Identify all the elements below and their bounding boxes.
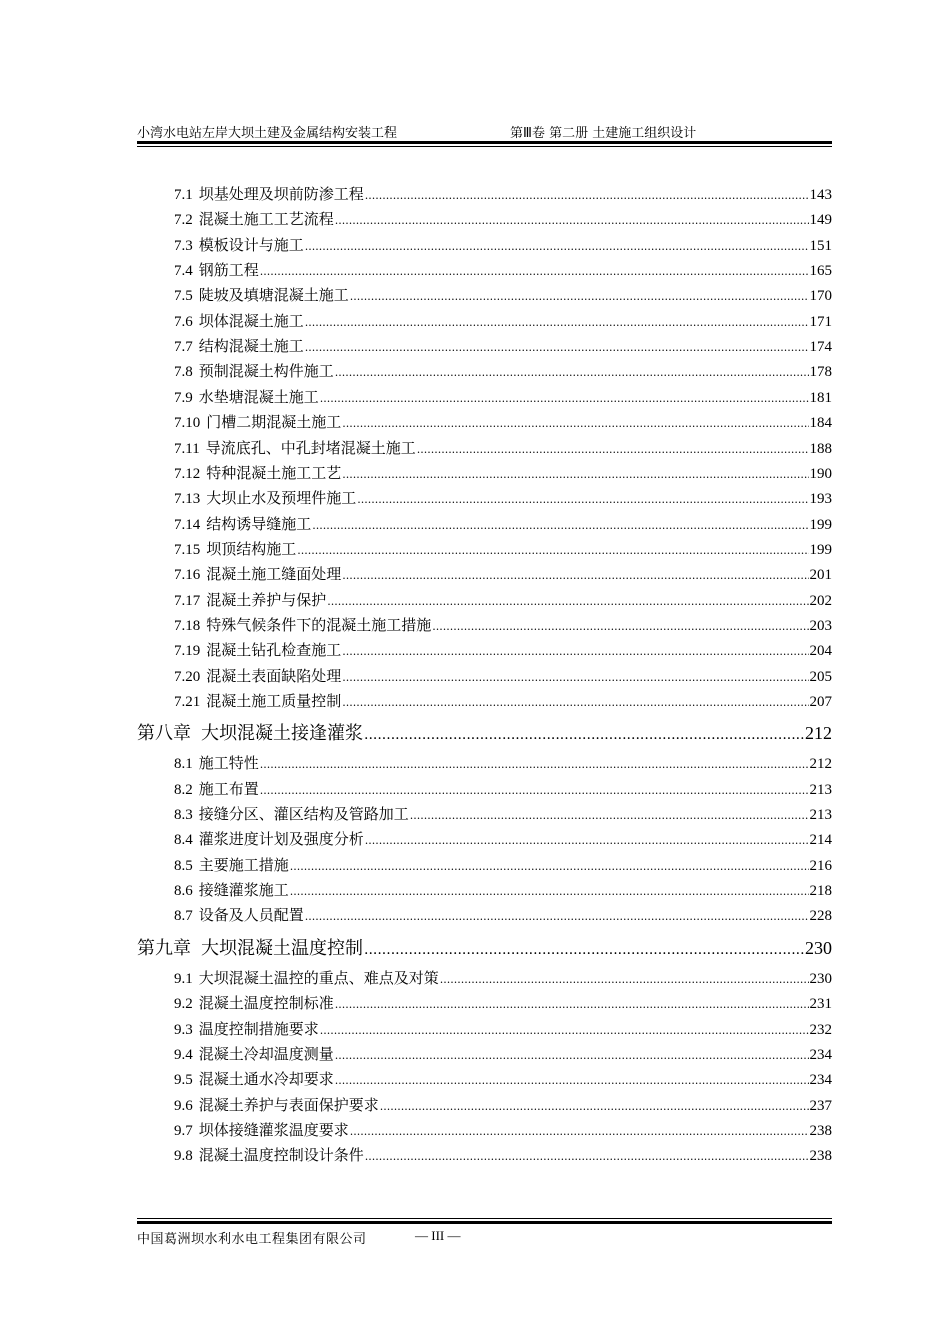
toc-dot-leader — [260, 780, 809, 798]
toc-dot-leader — [335, 362, 809, 380]
toc-dot-leader — [342, 667, 808, 685]
toc-entry-title: 钢筋工程 — [198, 261, 259, 280]
toc-section-entry[interactable] — [137, 360, 832, 380]
toc-entry-title: 坝体混凝土施工 — [198, 311, 304, 330]
toc-entry-page: 238 — [809, 1122, 832, 1139]
toc-entry-title: 混凝土通水冷却要求 — [198, 1070, 334, 1089]
toc-entry-number: 9.6 — [174, 1097, 193, 1114]
toc-section-entry[interactable] — [137, 803, 832, 823]
toc-section-entry[interactable] — [137, 563, 832, 583]
toc-entry-title: 灌浆进度计划及强度分析 — [198, 830, 364, 849]
toc-section-entry[interactable] — [137, 992, 832, 1012]
toc-section-entry[interactable] — [137, 386, 832, 406]
toc-section-entry[interactable] — [137, 259, 832, 279]
toc-entry-number: 8.3 — [174, 807, 193, 824]
toc-entry-title: 混凝土施工缝面处理 — [206, 565, 342, 584]
toc-entry-number: 7.10 — [174, 415, 201, 432]
toc-entry-page: 237 — [809, 1097, 832, 1114]
toc-entry-page: 143 — [809, 187, 832, 203]
header-volume-title: 第Ⅲ卷 第二册 土建施工组织设计 — [510, 126, 697, 141]
toc-entry-page: 203 — [809, 617, 832, 634]
toc-entry-number: 9.5 — [174, 1072, 193, 1089]
toc-entry-number: 9.3 — [174, 1021, 193, 1038]
toc-section-entry[interactable] — [137, 513, 832, 533]
toc-entry-title: 坝体接缝灌浆温度要求 — [198, 1120, 349, 1139]
toc-section-entry[interactable] — [137, 538, 832, 558]
toc-entry-number: 7.13 — [174, 491, 201, 508]
footer-company-name: 中国葛洲坝水利水电工程集团有限公司 — [137, 1232, 367, 1247]
header-rule-thick — [137, 141, 832, 144]
toc-entry-page: 201 — [809, 567, 832, 584]
toc-section-entry[interactable] — [137, 284, 832, 304]
toc-dot-leader — [290, 881, 809, 899]
toc-entry-number: 7.18 — [174, 617, 201, 634]
toc-entry-number: 第九章 — [137, 937, 191, 959]
toc-section-entry[interactable] — [137, 752, 832, 772]
toc-entry-page: 213 — [809, 781, 832, 798]
toc-entry-page: 199 — [809, 516, 832, 533]
toc-entry-title: 大坝混凝土温控的重点、难点及对策 — [198, 968, 439, 987]
toc-section-entry[interactable] — [137, 589, 832, 609]
toc-dot-leader — [327, 591, 808, 609]
toc-dot-leader — [290, 856, 809, 874]
toc-chapter-entry[interactable] — [137, 934, 832, 960]
toc-entry-page: 230 — [805, 937, 832, 958]
toc-dot-leader — [320, 1020, 809, 1038]
toc-section-entry[interactable] — [137, 411, 832, 431]
toc-dot-leader — [342, 464, 808, 482]
toc-entry-number: 7.20 — [174, 668, 201, 685]
toc-dot-leader — [440, 969, 809, 987]
toc-section-entry[interactable] — [137, 828, 832, 848]
toc-entry-page: 184 — [809, 415, 832, 432]
toc-entry-page: 207 — [809, 694, 832, 710]
toc-dot-leader — [365, 1146, 809, 1164]
toc-entry-number: 7.7 — [174, 339, 193, 356]
toc-dot-leader — [320, 388, 809, 406]
toc-entry-title: 水垫塘混凝土施工 — [198, 387, 319, 406]
toc-section-entry[interactable] — [137, 234, 832, 254]
toc-entry-title: 特殊气候条件下的混凝土施工措施 — [206, 615, 432, 634]
toc-entry-number: 7.17 — [174, 592, 201, 609]
toc-entry-page: 232 — [809, 1021, 832, 1038]
toc-entry-title: 混凝土表面缺陷处理 — [206, 666, 342, 685]
toc-entry-number: 8.1 — [174, 756, 193, 773]
toc-entry-title: 预制混凝土构件施工 — [198, 362, 334, 381]
toc-section-entry[interactable] — [137, 1043, 832, 1063]
toc-dot-leader — [305, 236, 809, 254]
toc-entry-title: 温度控制措施要求 — [198, 1019, 319, 1038]
toc-entry-number: 9.2 — [174, 996, 193, 1013]
toc-dot-leader — [357, 489, 808, 507]
toc-entry-title: 混凝土温度控制标准 — [198, 994, 334, 1013]
toc-entry-page: 234 — [809, 1072, 832, 1089]
toc-entry-number: 9.4 — [174, 1046, 193, 1063]
toc-section-entry[interactable] — [137, 665, 832, 685]
toc-entry-title: 陡坡及填塘混凝土施工 — [198, 286, 349, 305]
toc-entry-page: 204 — [809, 643, 832, 660]
toc-entry-number: 7.4 — [174, 263, 193, 280]
toc-entry-title: 混凝土钻孔检查施工 — [206, 641, 342, 660]
toc-entry-title: 接缝灌浆施工 — [198, 881, 289, 900]
toc-dot-leader — [305, 337, 809, 355]
toc-dot-leader — [260, 261, 809, 279]
toc-section-entry[interactable] — [137, 310, 832, 330]
toc-section-entry[interactable] — [137, 183, 832, 203]
toc-entry-number: 7.8 — [174, 364, 193, 381]
toc-entry-title: 大坝混凝土接逢灌浆 — [201, 723, 363, 745]
toc-section-entry[interactable] — [137, 335, 832, 355]
toc-section-entry[interactable] — [137, 1068, 832, 1088]
toc-entry-title: 施工特性 — [198, 754, 259, 773]
toc-entry-title: 混凝土养护与表面保护要求 — [198, 1095, 379, 1114]
toc-dot-leader — [364, 723, 804, 744]
toc-entry-page: 228 — [809, 908, 832, 925]
toc-entry-number: 7.21 — [174, 694, 201, 710]
toc-entry-title: 施工布置 — [198, 779, 259, 798]
toc-section-entry[interactable] — [137, 854, 832, 874]
toc-section-entry[interactable] — [137, 462, 832, 482]
toc-section-entry[interactable] — [137, 639, 832, 659]
toc-entry-number: 7.2 — [174, 212, 193, 229]
toc-dot-leader — [335, 1070, 809, 1088]
toc-dot-leader — [335, 210, 809, 228]
toc-entry-number: 8.5 — [174, 857, 193, 874]
toc-entry-title: 大坝止水及预埋件施工 — [206, 489, 357, 508]
toc-entry-title: 混凝土养护与保护 — [206, 590, 327, 609]
toc-dot-leader — [260, 754, 809, 772]
toc-entry-page: 218 — [809, 883, 832, 900]
header-rule-thin — [137, 146, 832, 147]
toc-entry-number: 9.7 — [174, 1122, 193, 1139]
toc-dot-leader — [380, 1096, 809, 1114]
toc-entry-number: 7.12 — [174, 465, 201, 482]
toc-section-entry[interactable] — [137, 778, 832, 798]
toc-section-entry[interactable] — [137, 208, 832, 228]
toc-entry-title: 坝顶结构施工 — [206, 539, 297, 558]
toc-section-entry[interactable] — [137, 437, 832, 457]
toc-entry-number: 8.6 — [174, 883, 193, 900]
toc-entry-page: 202 — [809, 592, 832, 609]
toc-dot-leader — [342, 565, 808, 583]
toc-entry-title: 特种混凝土施工工艺 — [206, 463, 342, 482]
toc-dot-leader — [335, 1045, 809, 1063]
toc-entry-page: 238 — [809, 1148, 832, 1165]
toc-entry-page: 170 — [809, 288, 832, 305]
toc-entry-number: 7.14 — [174, 516, 201, 533]
toc-entry-page: 199 — [809, 541, 832, 558]
toc-entry-page: 205 — [809, 668, 832, 685]
toc-dot-leader — [342, 641, 808, 659]
footer-rule-thin — [137, 1218, 832, 1219]
toc-dot-leader — [305, 312, 809, 330]
toc-section-entry[interactable] — [137, 967, 832, 987]
toc-dot-leader — [350, 1121, 809, 1139]
toc-entry-number: 8.2 — [174, 781, 193, 798]
page-footer — [137, 1226, 832, 1246]
toc-entry-page: 216 — [809, 857, 832, 874]
toc-dot-leader — [342, 413, 808, 431]
toc-entry-number: 7.15 — [174, 541, 201, 558]
toc-section-entry[interactable] — [137, 614, 832, 634]
toc-entry-page: 165 — [809, 263, 832, 280]
footer-rule-thick — [137, 1221, 832, 1224]
toc-entry-title: 设备及人员配置 — [198, 906, 304, 925]
toc-entry-title: 大坝混凝土温度控制 — [201, 937, 363, 959]
toc-entry-page: 181 — [809, 389, 832, 406]
toc-entry-page: 193 — [809, 491, 832, 508]
toc-entry-page: 178 — [809, 364, 832, 381]
toc-section-entry[interactable] — [137, 487, 832, 507]
toc-entry-page: 151 — [809, 237, 832, 254]
toc-entry-title: 混凝土冷却温度测量 — [198, 1044, 334, 1063]
toc-entry-number: 7.6 — [174, 313, 193, 330]
toc-entry-number: 7.19 — [174, 643, 201, 660]
toc-entry-title: 混凝土施工工艺流程 — [198, 210, 334, 229]
toc-entry-title: 导流底孔、中孔封堵混凝土施工 — [205, 438, 416, 457]
toc-entry-page: 213 — [809, 807, 832, 824]
toc-entry-number: 8.7 — [174, 908, 193, 925]
toc-entry-page: 188 — [809, 440, 832, 457]
toc-entry-number: 第八章 — [137, 723, 191, 745]
toc-dot-leader — [305, 906, 809, 924]
toc-dot-leader — [342, 692, 808, 710]
toc-entry-page: 230 — [809, 970, 832, 987]
toc-entry-page: 231 — [809, 996, 832, 1013]
toc-dot-leader — [297, 540, 808, 558]
toc-section-entry[interactable] — [137, 904, 832, 924]
toc-entry-number: 7.9 — [174, 389, 193, 406]
toc-entry-title: 坝基处理及坝前防渗工程 — [198, 185, 364, 203]
toc-section-entry[interactable] — [137, 1094, 832, 1114]
toc-dot-leader — [432, 616, 808, 634]
toc-entry-number: 7.11 — [174, 440, 200, 457]
toc-dot-leader — [365, 830, 809, 848]
toc-entry-page: 174 — [809, 339, 832, 356]
toc-entry-number: 9.1 — [174, 970, 193, 987]
toc-entry-number: 7.1 — [174, 187, 193, 203]
toc-entry-number: 7.5 — [174, 288, 193, 305]
toc-entry-title: 门槽二期混凝土施工 — [206, 413, 342, 432]
toc-dot-leader — [335, 994, 809, 1012]
toc-dot-leader — [410, 805, 809, 823]
toc-section-entry[interactable] — [137, 1119, 832, 1139]
toc-entry-number: 9.8 — [174, 1148, 193, 1165]
footer-page-number: — III — — [415, 1228, 461, 1243]
toc-entry-number: 7.16 — [174, 567, 201, 584]
toc-section-entry[interactable] — [137, 879, 832, 899]
toc-entry-page: 190 — [809, 465, 832, 482]
toc-entry-page: 212 — [809, 756, 832, 773]
toc-entry-title: 混凝土温度控制设计条件 — [198, 1146, 364, 1165]
toc-entry-page: 212 — [805, 723, 832, 744]
toc-dot-leader — [364, 938, 804, 959]
header-project-title: 小湾水电站左岸大坝土建及金属结构安装工程 — [137, 126, 398, 141]
toc-dot-leader — [417, 439, 809, 457]
toc-dot-leader — [350, 286, 809, 304]
toc-section-entry[interactable] — [137, 1018, 832, 1038]
toc-entry-title: 主要施工措施 — [198, 855, 289, 874]
toc-entry-number: 8.4 — [174, 832, 193, 849]
toc-entry-page: 149 — [809, 212, 832, 229]
toc-entry-title: 接缝分区、灌区结构及管路加工 — [198, 805, 409, 824]
toc-entry-number: 7.3 — [174, 237, 193, 254]
toc-entry-title: 模板设计与施工 — [198, 235, 304, 254]
toc-dot-leader — [365, 185, 809, 203]
toc-entry-title: 混凝土施工质量控制 — [206, 692, 342, 710]
toc-entry-page: 171 — [809, 313, 832, 330]
toc-entry-title: 结构诱导缝施工 — [206, 514, 312, 533]
toc-dot-leader — [312, 515, 808, 533]
toc-entry-page: 234 — [809, 1046, 832, 1063]
toc-entry-page: 214 — [809, 832, 832, 849]
page-header — [137, 120, 832, 140]
toc-section-entry[interactable] — [137, 690, 832, 710]
toc-section-entry[interactable] — [137, 1144, 832, 1164]
toc-chapter-entry[interactable] — [137, 719, 832, 745]
toc-entry-title: 结构混凝土施工 — [198, 337, 304, 356]
